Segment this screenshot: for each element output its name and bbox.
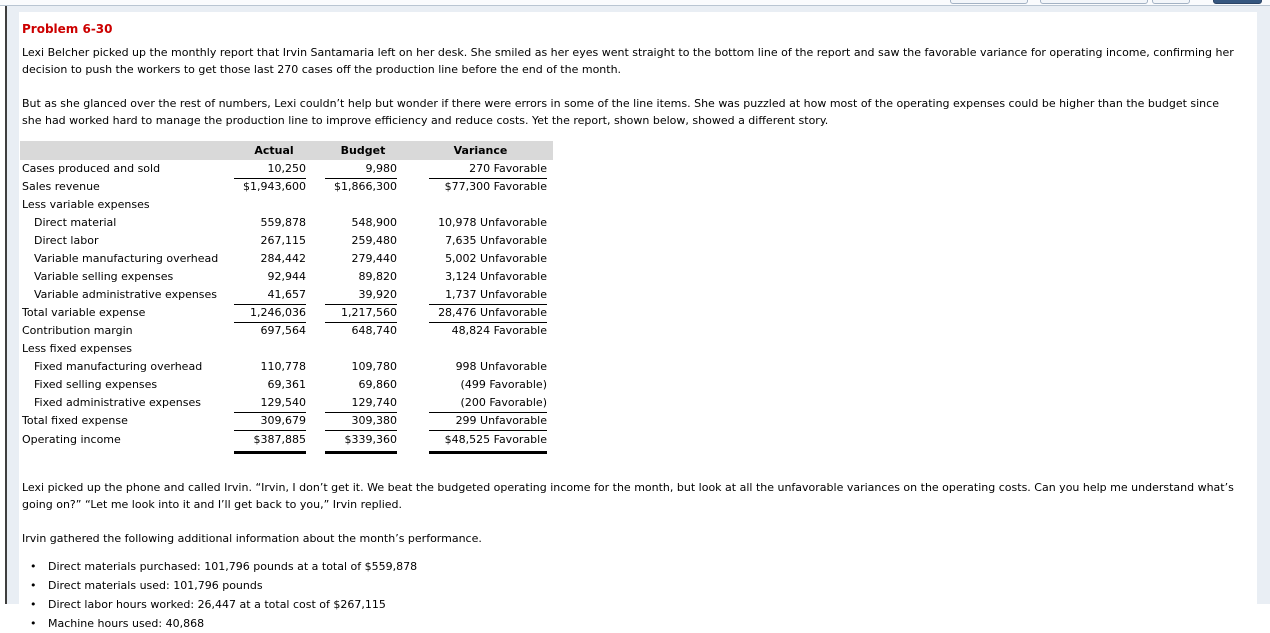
cell-variance: 7,635 Unfavorable bbox=[445, 234, 547, 247]
cell-variance: 48,824 Favorable bbox=[451, 324, 547, 337]
cell-actual: 267,115 bbox=[260, 234, 306, 247]
toolbar-button-partial-2[interactable] bbox=[1040, 0, 1148, 4]
cell-variance: 5,002 Unfavorable bbox=[445, 252, 547, 265]
cell-actual: 309,679 bbox=[230, 412, 318, 431]
cell-actual: 69,361 bbox=[267, 378, 306, 391]
table-header-spacer bbox=[20, 141, 230, 160]
table-row-total-variable bbox=[20, 304, 553, 322]
row-label: Variable selling expenses bbox=[34, 270, 174, 283]
cell-actual: $1,943,600 bbox=[243, 180, 306, 193]
phone-call-paragraph: Lexi picked up the phone and called Irvin. “Irvin, I don’t get it. We beat the budgeted operating income for the month, but look at all the unfavorable variances on the operating costs. Can you help me understand what’s going on?” “Let me look into it and I’ll get back to you,” Irvin replied. bbox=[22, 481, 1234, 511]
cell-budget: 309,380 bbox=[318, 412, 408, 431]
table-row-operating-income bbox=[20, 430, 553, 450]
table-row-fixed-mfg-overhead bbox=[20, 358, 553, 376]
cell-variance: 3,124 Unfavorable bbox=[445, 270, 547, 283]
table-row-direct-material bbox=[20, 214, 553, 232]
table-row-total-fixed bbox=[20, 412, 553, 430]
row-label: Sales revenue bbox=[22, 180, 100, 193]
intro-paragraph-2: But as she glanced over the rest of numbers, Lexi couldn’t help but wonder if there were errors in some of the line items. She was puzzled at how most of the operating expenses could be higher than the budget since she had worked hard to manage the production line to improve efficiency and reduce costs. Yet the report, shown below, showed a different story. bbox=[22, 97, 1219, 127]
cell-actual: 1,246,036 bbox=[230, 304, 318, 323]
row-label: Cases produced and sold bbox=[22, 162, 161, 175]
cell-actual: 697,564 bbox=[260, 324, 306, 337]
list-item: • Direct materials purchased: 101,796 pounds at a total of $559,878 bbox=[28, 557, 1239, 576]
cell-variance: (200 Favorable) bbox=[408, 394, 553, 413]
row-label: Variable administrative expenses bbox=[34, 288, 218, 301]
table-row-contribution-margin bbox=[20, 322, 553, 340]
variance-report-table bbox=[20, 141, 553, 450]
cell-budget: 109,780 bbox=[351, 360, 397, 373]
table-row-section-variable bbox=[20, 196, 553, 214]
table-row-variable-selling bbox=[20, 268, 553, 286]
table-row-variable-mfg-overhead bbox=[20, 250, 553, 268]
row-label: Total fixed expense bbox=[22, 414, 128, 427]
cell-actual: 284,442 bbox=[260, 252, 306, 265]
cell-variance: $77,300 Favorable bbox=[444, 180, 547, 193]
intro-paragraph-1: Lexi Belcher picked up the monthly report that Irvin Santamaria left on her desk. She smiled as her eyes went straight to the bottom line of the report and saw the favorable variance for operating income, confirming her decision to push the workers to get those last 270 cases off the production line before the end of the month. bbox=[22, 46, 1234, 76]
row-label: Fixed selling expenses bbox=[34, 378, 158, 391]
toolbar-button-partial-1[interactable] bbox=[950, 0, 1028, 4]
table-row-sales-revenue bbox=[20, 178, 553, 196]
table-row-fixed-admin bbox=[20, 394, 553, 412]
gathered-info-paragraph: Irvin gathered the following additional information about the month’s performance. bbox=[22, 532, 482, 545]
cell-variance: 299 Unfavorable bbox=[408, 412, 553, 431]
row-label: Direct material bbox=[34, 216, 117, 229]
row-label: Fixed manufacturing overhead bbox=[34, 360, 203, 373]
problem-content-panel bbox=[19, 12, 1257, 630]
row-label: Less variable expenses bbox=[22, 198, 150, 211]
row-label: Variable manufacturing overhead bbox=[34, 252, 219, 265]
row-label: Contribution margin bbox=[22, 324, 133, 337]
cell-variance: 270 Favorable bbox=[408, 160, 553, 179]
cell-variance: $48,525 Favorable bbox=[408, 430, 553, 454]
cell-budget: $1,866,300 bbox=[334, 180, 397, 193]
cell-budget: 648,740 bbox=[351, 324, 397, 337]
list-item: • Direct materials used: 101,796 pounds bbox=[28, 576, 1239, 595]
cell-actual: 110,778 bbox=[260, 360, 306, 373]
column-header-budget: Budget bbox=[340, 144, 386, 157]
cell-variance: 998 Unfavorable bbox=[455, 360, 547, 373]
additional-info-list bbox=[28, 557, 1239, 633]
cell-actual: 92,944 bbox=[267, 270, 306, 283]
table-row-fixed-selling bbox=[20, 376, 553, 394]
cell-budget: 279,440 bbox=[351, 252, 397, 265]
toolbar-strip bbox=[0, 0, 1270, 6]
cell-actual: 41,657 bbox=[230, 286, 318, 305]
cell-budget: 39,920 bbox=[318, 286, 408, 305]
row-label: Direct labor bbox=[34, 234, 99, 247]
cell-variance: (499 Favorable) bbox=[460, 378, 547, 391]
cell-budget: 259,480 bbox=[351, 234, 397, 247]
toolbar-primary-button-partial[interactable] bbox=[1213, 0, 1262, 4]
cell-budget: 129,740 bbox=[318, 394, 408, 413]
cell-variance: 1,737 Unfavorable bbox=[408, 286, 553, 305]
cell-budget: 9,980 bbox=[318, 160, 408, 179]
row-label: Fixed administrative expenses bbox=[34, 396, 202, 409]
cell-actual: $387,885 bbox=[230, 430, 318, 454]
table-row-direct-labor bbox=[20, 232, 553, 250]
table-row-variable-admin bbox=[20, 286, 553, 304]
cell-budget: $339,360 bbox=[318, 430, 408, 454]
cell-actual: 559,878 bbox=[260, 216, 306, 229]
cell-budget: 89,820 bbox=[358, 270, 397, 283]
list-item: • Direct labor hours worked: 26,447 at a total cost of $267,115 bbox=[28, 595, 1239, 614]
cell-budget: 69,860 bbox=[358, 378, 397, 391]
row-label: Total variable expense bbox=[22, 306, 146, 319]
cell-budget: 548,900 bbox=[351, 216, 397, 229]
column-header-actual: Actual bbox=[254, 144, 294, 157]
row-label: Operating income bbox=[22, 433, 121, 446]
table-row-cases bbox=[20, 160, 553, 178]
table-header-row bbox=[20, 141, 553, 160]
row-label: Less fixed expenses bbox=[22, 342, 133, 355]
column-header-variance: Variance bbox=[453, 144, 508, 157]
cell-budget: 1,217,560 bbox=[318, 304, 408, 323]
toolbar-button-partial-3[interactable] bbox=[1152, 0, 1190, 4]
list-item: • Machine hours used: 40,868 bbox=[28, 614, 1239, 633]
problem-title: Problem 6-30 bbox=[22, 22, 113, 36]
table-row-section-fixed bbox=[20, 340, 553, 358]
left-frame-border bbox=[5, 6, 7, 604]
cell-variance: 10,978 Unfavorable bbox=[438, 216, 547, 229]
cell-actual: 129,540 bbox=[230, 394, 318, 413]
cell-actual: 10,250 bbox=[230, 160, 318, 179]
cell-variance: 28,476 Unfavorable bbox=[408, 304, 553, 323]
